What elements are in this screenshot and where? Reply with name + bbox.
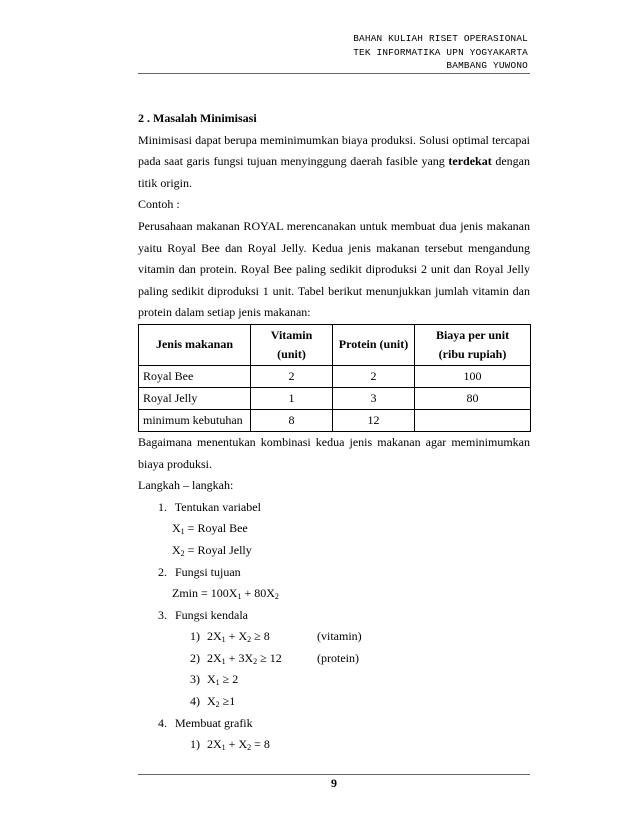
example-line-3: vitamin dan protein. Royal Bee paling sedikit diproduksi 2 unit dan Royal Jelly	[138, 262, 530, 277]
constraint-3: 3) $X_1 \ge 2$	[190, 672, 239, 688]
question-line-1: Bagaimana menentukan kombinasi kedua jenis makanan agar meminimumkan	[138, 434, 530, 449]
step-3: 3. Fungsi kendala	[158, 607, 248, 622]
table-cell: minimum kebutuhan	[139, 409, 251, 431]
table-cell: Royal Jelly	[139, 387, 251, 409]
variable-x1: $X_1$ = Royal Bee	[172, 521, 248, 537]
table-cell: 3	[333, 387, 415, 409]
example-line-4: paling sedikit diproduksi 1 unit. Tabel berikut menunjukkan jumlah vitamin dan	[138, 283, 530, 298]
table-header-row	[139, 324, 531, 365]
table-cell: 2	[251, 365, 333, 387]
header-course: BAHAN KULIAH RISET OPERASIONAL	[353, 33, 528, 44]
table-row	[139, 409, 531, 431]
header-author: BAMBANG YUWONO	[446, 60, 528, 71]
nutrition-table	[138, 324, 531, 432]
table-cell: 1	[251, 387, 333, 409]
page-number: 9	[331, 776, 337, 790]
constraint-2: 2) $2X_1 + 3X_2 \ge 12$ (protein)	[190, 650, 359, 666]
header-department: TEK INFORMATIKA UPN YOGYAKARTA	[353, 46, 528, 58]
intro-line-1: Minimisasi dapat berupa meminimumkan biaya produksi. Solusi optimal tercapai	[138, 132, 530, 147]
question-line-2: biaya produksi.	[138, 456, 212, 471]
objective-function: $Zmin = 100X_1 + 80X_2$	[172, 586, 279, 602]
steps-title: Langkah – langkah:	[138, 478, 234, 493]
table-cell	[415, 409, 531, 431]
header-vitamin: Vitamin (unit)	[251, 324, 333, 365]
header-biaya: Biaya per unit (ribu rupiah)	[415, 324, 531, 365]
table-row	[139, 365, 531, 387]
example-line-2: yaitu Royal Bee dan Royal Jelly. Kedua jenis makanan tersebut mengandung	[138, 240, 530, 255]
constraint-1: 1) $2X_1 + X_2 \ge 8$ (vitamin)	[190, 629, 362, 645]
table-cell: 8	[251, 409, 333, 431]
step-4: 4. Membuat grafik	[158, 715, 253, 730]
table-cell: 2	[333, 365, 415, 387]
document-header	[353, 32, 528, 73]
example-label: Contoh :	[138, 197, 180, 212]
step-2: 2. Fungsi tujuan	[158, 564, 241, 579]
header-divider	[138, 73, 530, 74]
header-protein: Protein (unit)	[333, 324, 415, 365]
section-title: 2 . Masalah Minimisasi	[138, 111, 257, 125]
constraint-4: 4) $X_2 \ge 1$	[190, 694, 236, 710]
step-1: 1. Tentukan variabel	[158, 499, 261, 514]
table-cell: 80	[415, 387, 531, 409]
emphasis-terdekat: terdekat	[448, 154, 492, 169]
intro-line-2: pada saat garis fungsi tujuan menyinggung daerah fasible yang terdekat dengan	[138, 154, 530, 169]
page-content	[138, 108, 530, 756]
graph-step-1: 1) $2X_1 + X_2 = 8$	[190, 737, 270, 753]
variable-x2: $X_2$ = Royal Jelly	[172, 542, 252, 558]
table-cell: Royal Bee	[139, 365, 251, 387]
header-jenis-makanan: Jenis makanan	[139, 324, 251, 365]
example-line-1: Perusahaan makanan ROYAL merencanakan untuk membuat dua jenis makanan	[138, 218, 530, 233]
table-cell: 12	[333, 409, 415, 431]
table-row	[139, 387, 531, 409]
footer-divider	[138, 774, 530, 775]
table-cell: 100	[415, 365, 531, 387]
intro-line-3: titik origin.	[138, 175, 192, 190]
example-line-5: protein dalam setiap jenis makanan:	[138, 305, 311, 320]
